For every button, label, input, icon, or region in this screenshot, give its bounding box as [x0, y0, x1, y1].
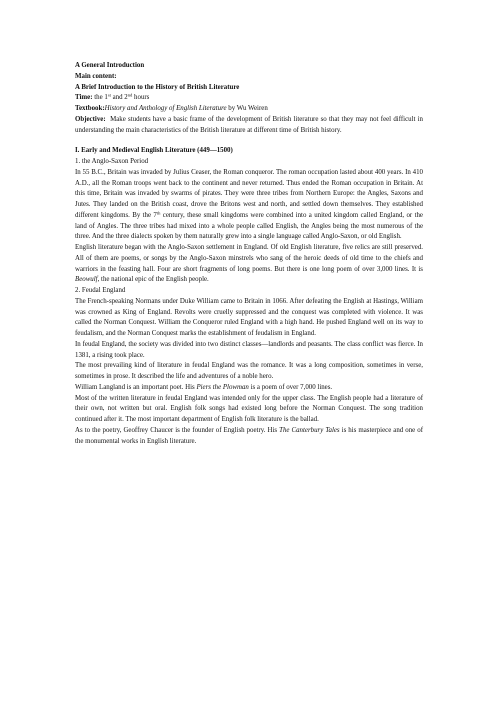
paragraph-anglo-saxon-history	[75, 168, 423, 243]
main-content-label: Main content:	[75, 72, 117, 80]
textbook-title: History and Anthology of English Literature	[104, 105, 227, 112]
time-text-b: and 2	[110, 94, 128, 102]
para8-text-a: As to the poetry, Geoffrey Chaucer is the founder of English poetry. His	[75, 426, 280, 434]
time-text-a: the 1	[94, 94, 108, 102]
doc-title: A General Introduction	[75, 62, 145, 69]
textbook-author: by Wu Weiren	[226, 105, 268, 112]
paragraph-romance: The most prevailing kind of literature in feudal England was the romance. It was a long composition, sometimes in verse, sometimes in prose. It described the life and adventures of a noble hero.	[75, 362, 423, 380]
para1-text-a: In 55 B.C., Britain was invaded by Julius Ceaser, the Roman conqueror. The roman occupation lasted about 400 years. In 410 A.D., all the Roman troops went back to the continent and never returned. Thus ended the Roman occupation in Britain. At this time, Britain was invaded by swarms of pirates. They were three tribes from Northern Europe: the Angles, Saxons and Jutes. They landed on the British coast, drove the Britons west and north, and settled down themselves. They established different kingdoms. By the 7	[75, 168, 423, 219]
doc-subtitle: A Brief Introduction to the History of British Literature	[75, 83, 240, 91]
time-sup-1: st	[107, 92, 111, 98]
paragraph-old-english-literature	[75, 243, 423, 286]
para1-sup: th	[156, 210, 161, 216]
paragraph-chaucer	[75, 426, 423, 448]
colon: :	[102, 105, 105, 112]
paragraph-feudal-society: In feudal England, the society was divided into two distinct classes—landlords and peasants. The class conflict was fierce. In 1381, a rising took place.	[75, 340, 423, 359]
section-1-heading: I. Early and Medieval English Literature (449—1500)	[75, 147, 233, 155]
document-page	[75, 61, 423, 447]
objective-line	[75, 115, 423, 137]
piers-plowman-title: Piers the Plowman	[196, 383, 249, 391]
para2-text-a: English literature began with the Anglo-Saxon settlement in England. Of old English literature, five relics are still preserved. All of them are poems, or songs by the Anglo-Saxon minstrels who sang of the heroic deeds of old time to the chiefs and warriors in the feasting hall. Four are short fragments of long poems. But there is one long poem of over 3,000 lines. It is	[75, 244, 423, 273]
canterbury-tales-title: The Canterbury Tales	[279, 426, 340, 434]
paragraph-folk-literature: Most of the written literature in feudal England was intended only for the upper class. The English people had a literature of their own, not written but oral. English folk songs had existed long before the Norman Conquest. The song tradition continued after it. The most important department of English folk literature is the ballad.	[75, 394, 423, 423]
subsection-2-heading: 2. Feudal England	[75, 287, 126, 294]
para6-text-b: is a poem of over 7,000 lines.	[248, 383, 333, 391]
para8-text-b: is his masterpiece and one of the monumental works in English literature.	[75, 426, 424, 445]
paragraph-norman-conquest: The French-speaking Normans under Duke William came to Britain in 1066. After defeating the English at Hastings, William was crowned as King of England. Revolts were cruelly suppressed and the conquest was completed with violence. It was called the Norman Conquest. William the Conqueror ruled England with a high hand. He pushed England well on its way to feudalism, and the Norman Conquest marks the establishment of feudalism in England.	[75, 297, 423, 337]
spacer	[75, 136, 423, 146]
time-label: Time	[75, 94, 91, 102]
para6-text-a: William Langland is an important poet. His	[75, 383, 197, 391]
para2-text-b: , the national epic of the English people.	[97, 276, 209, 284]
colon: :	[90, 94, 93, 102]
colon: :	[103, 115, 106, 123]
textbook-line	[75, 104, 423, 115]
time-line	[75, 93, 423, 104]
time-sup-2: nd	[127, 92, 133, 98]
time-text-c: hours	[132, 94, 150, 102]
objective-text: Make students have a basic frame of the development of British literature so that they may not feel difficult in understanding the main characteristics of the British literature at different time of British history.	[75, 115, 423, 134]
textbook-label: Textbook	[75, 105, 103, 112]
paragraph-langland	[75, 383, 423, 394]
objective-label: Objective	[75, 115, 104, 123]
subsection-1-heading: 1. the Anglo-Saxon Period	[75, 158, 149, 165]
para1-text-b: century, these small kingdoms were combined into a united kingdom called England, or the land of Angles. The three tribes had mixed into a whole people called English, the Angles being the most numerous of the three. And the three dialects spoken by them naturally grew into a single language called Anglo-Saxon, or old English.	[75, 211, 423, 241]
beowulf-title: Beowulf	[75, 276, 98, 284]
